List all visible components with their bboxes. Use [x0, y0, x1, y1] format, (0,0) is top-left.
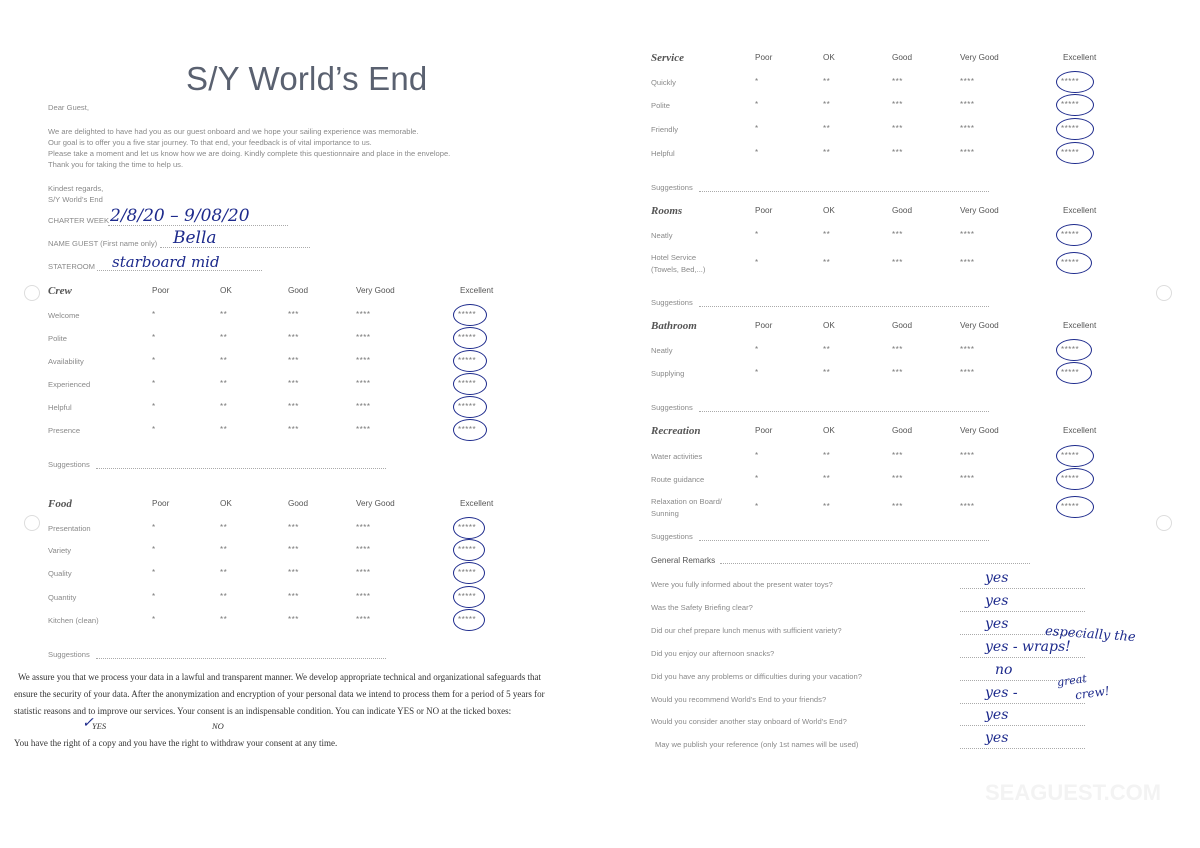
recreation-rating-poor[interactable]: *: [755, 451, 759, 460]
privacy-line-1: We assure you that we process your data in a lawful and transparent manner. We develop appropriate technical and organizational safeguards that: [18, 672, 542, 682]
recreation-rating-very-good[interactable]: ****: [960, 451, 975, 460]
bathroom-rating-very-good[interactable]: ****: [960, 368, 975, 377]
recreation-rating-ok[interactable]: **: [823, 502, 831, 511]
crew-column-good: Good: [288, 286, 309, 295]
food-selected-circle: [453, 517, 485, 539]
bathroom-column-excellent: Excellent: [1063, 321, 1097, 330]
food-suggestions-line[interactable]: [96, 658, 386, 659]
rooms-rating-poor[interactable]: *: [755, 258, 759, 267]
crew-heading: Crew: [48, 285, 72, 297]
crew-rating-excellent[interactable]: *****: [458, 425, 477, 434]
food-selected-circle: [453, 609, 485, 631]
food-item-label: Quantity: [48, 593, 77, 602]
service-rating-excellent[interactable]: *****: [1061, 148, 1080, 157]
general-remarks-heading: General Remarks: [651, 556, 716, 565]
food-rating-good[interactable]: ***: [288, 523, 299, 532]
crew-rating-ok[interactable]: **: [220, 356, 228, 365]
remark-answer-line: [960, 657, 1085, 658]
service-selected-circle: [1056, 142, 1094, 164]
food-column-poor: Poor: [152, 499, 170, 508]
crew-rating-excellent[interactable]: *****: [458, 310, 477, 319]
crew-rating-very-good[interactable]: ****: [356, 356, 371, 365]
recreation-rating-good[interactable]: ***: [892, 451, 903, 460]
recreation-rating-poor[interactable]: *: [755, 474, 759, 483]
intro-signature: S/Y World’s End: [48, 195, 103, 204]
food-rating-excellent[interactable]: *****: [458, 545, 477, 554]
rooms-selected-circle: [1056, 252, 1092, 274]
food-rating-ok[interactable]: **: [220, 545, 228, 554]
service-item-label: Quickly: [651, 78, 676, 87]
remark-question: Was the Safety Briefing clear?: [651, 603, 753, 612]
food-rating-ok[interactable]: **: [220, 592, 228, 601]
service-rating-good[interactable]: ***: [892, 77, 903, 86]
punch-hole: [24, 515, 40, 531]
food-item-label: Presentation: [48, 524, 91, 533]
food-rating-poor[interactable]: *: [152, 615, 156, 624]
rooms-column-ok: OK: [823, 206, 835, 215]
service-suggestions-line[interactable]: [699, 191, 989, 192]
crew-item-label: Presence: [48, 426, 81, 435]
recreation-rating-ok[interactable]: **: [823, 474, 831, 483]
service-selected-circle: [1056, 118, 1094, 140]
remark-answer-line: [960, 588, 1085, 589]
crew-rating-good[interactable]: ***: [288, 310, 299, 319]
food-selected-circle: [453, 539, 485, 561]
intro-paragraph-1: We are delighted to have had you as our guest onboard and we hope your sailing experience was memorable.: [48, 127, 419, 136]
crew-rating-ok[interactable]: **: [220, 402, 228, 411]
service-rating-poor[interactable]: *: [755, 100, 759, 109]
food-item-label: Quality: [48, 569, 72, 578]
privacy-line-2: ensure the security of your data. After the anonymization and encryption of your personal data we intend to process them for a period of 5 years for: [14, 689, 545, 699]
service-suggestions-label: Suggestions: [651, 183, 693, 192]
service-rating-ok[interactable]: **: [823, 124, 831, 133]
intro-closing: Kindest regards,: [48, 184, 104, 193]
recreation-rating-ok[interactable]: **: [823, 451, 831, 460]
recreation-column-good: Good: [892, 426, 913, 435]
recreation-rating-good[interactable]: ***: [892, 502, 903, 511]
crew-rating-good[interactable]: ***: [288, 425, 299, 434]
remark-answer-line: [960, 748, 1085, 749]
bathroom-rating-ok[interactable]: **: [823, 345, 831, 354]
service-selected-circle: [1056, 71, 1094, 93]
remark-answer[interactable]: yes - wraps!: [985, 639, 1071, 655]
watermark: SEAGUEST.COM: [985, 780, 1162, 805]
bathroom-column-good: Good: [892, 321, 913, 330]
crew-rating-poor[interactable]: *: [152, 425, 156, 434]
service-rating-good[interactable]: ***: [892, 148, 903, 157]
crew-rating-excellent[interactable]: *****: [458, 356, 477, 365]
food-rating-poor[interactable]: *: [152, 545, 156, 554]
privacy-line-3: statistic reasons and to improve our services. Your consent is an indispensable condition. You can indicate YES or NO at the ticked boxes:: [14, 706, 512, 716]
bathroom-rating-poor[interactable]: *: [755, 345, 759, 354]
remark-question: Were you fully informed about the present water toys?: [651, 580, 833, 589]
bathroom-item-label: Supplying: [651, 369, 685, 378]
service-rating-poor[interactable]: *: [755, 124, 759, 133]
stateroom-value[interactable]: starboard mid: [112, 253, 220, 271]
service-rating-very-good[interactable]: ****: [960, 77, 975, 86]
intro-paragraph-3: Please take a moment and let us know how we are doing. Kindly complete this questionnaire and place in the envelope.: [48, 149, 451, 158]
recreation-suggestions-line[interactable]: [699, 540, 989, 541]
crew-suggestions-line[interactable]: [96, 468, 386, 469]
food-rating-very-good[interactable]: ****: [356, 592, 371, 601]
service-rating-excellent[interactable]: *****: [1061, 100, 1080, 109]
general-remarks-line: [720, 563, 1030, 564]
food-rating-good[interactable]: ***: [288, 545, 299, 554]
recreation-column-very-good: Very Good: [960, 426, 999, 435]
guest-name-label: NAME GUEST (First name only): [48, 239, 158, 248]
food-rating-ok[interactable]: **: [220, 568, 228, 577]
crew-selected-circle: [453, 396, 487, 418]
food-suggestions-label: Suggestions: [48, 650, 90, 659]
service-column-ok: OK: [823, 53, 835, 62]
crew-rating-ok[interactable]: **: [220, 310, 228, 319]
crew-item-label: Polite: [48, 334, 67, 343]
food-rating-poor[interactable]: *: [152, 523, 156, 532]
bathroom-column-ok: OK: [823, 321, 835, 330]
service-item-label: Friendly: [651, 125, 679, 134]
crew-item-label: Welcome: [48, 311, 80, 320]
recreation-rating-very-good[interactable]: ****: [960, 474, 975, 483]
crew-item-label: Availability: [48, 357, 84, 366]
service-rating-very-good[interactable]: ****: [960, 100, 975, 109]
recreation-selected-circle: [1056, 445, 1094, 467]
crew-column-excellent: Excellent: [460, 286, 494, 295]
bathroom-rating-excellent[interactable]: *****: [1061, 368, 1080, 377]
service-rating-very-good[interactable]: ****: [960, 124, 975, 133]
service-item-label: Helpful: [651, 149, 675, 158]
crew-rating-ok[interactable]: **: [220, 333, 228, 342]
service-heading: Service: [651, 52, 684, 64]
rooms-rating-poor[interactable]: *: [755, 230, 759, 239]
rooms-item-label: Neatly: [651, 231, 673, 240]
rooms-rating-very-good[interactable]: ****: [960, 230, 975, 239]
recreation-selected-circle: [1056, 496, 1094, 518]
service-rating-excellent[interactable]: *****: [1061, 77, 1080, 86]
rooms-rating-good[interactable]: ***: [892, 258, 903, 267]
crew-selected-circle: [453, 327, 487, 349]
remark-answer[interactable]: no: [995, 662, 1013, 678]
bathroom-rating-poor[interactable]: *: [755, 368, 759, 377]
recreation-rating-excellent[interactable]: *****: [1061, 474, 1080, 483]
remark-question: Did you enjoy our afternoon snacks?: [651, 649, 775, 658]
food-selected-circle: [453, 562, 485, 584]
service-rating-good[interactable]: ***: [892, 124, 903, 133]
crew-rating-very-good[interactable]: ****: [356, 310, 371, 319]
charter-week-value[interactable]: 2/8/20 – 9/08/20: [110, 206, 250, 226]
crew-column-poor: Poor: [152, 286, 170, 295]
food-rating-very-good[interactable]: ****: [356, 523, 371, 532]
crew-rating-poor[interactable]: *: [152, 379, 156, 388]
yes-checkmark[interactable]: ✓: [82, 715, 94, 731]
crew-rating-good[interactable]: ***: [288, 379, 299, 388]
crew-rating-good[interactable]: ***: [288, 356, 299, 365]
bathroom-selected-circle: [1056, 339, 1092, 361]
crew-rating-ok[interactable]: **: [220, 379, 228, 388]
crew-selected-circle: [453, 419, 487, 441]
crew-rating-excellent[interactable]: *****: [458, 333, 477, 342]
crew-item-label: Experienced: [48, 380, 91, 389]
punch-hole: [1156, 515, 1172, 531]
food-rating-poor[interactable]: *: [152, 592, 156, 601]
recreation-column-poor: Poor: [755, 426, 773, 435]
rooms-heading: Rooms: [651, 205, 683, 217]
recreation-suggestions-label: Suggestions: [651, 532, 693, 541]
rooms-rating-ok[interactable]: **: [823, 230, 831, 239]
recreation-item-label: Relaxation on Board/ Sunning: [651, 497, 722, 518]
food-item-label: Variety: [48, 546, 72, 555]
crew-rating-poor[interactable]: *: [152, 402, 156, 411]
bathroom-selected-circle: [1056, 362, 1092, 384]
rooms-column-poor: Poor: [755, 206, 773, 215]
remark-answer[interactable]: yes: [985, 593, 1009, 609]
crew-rating-poor[interactable]: *: [152, 310, 156, 319]
crew-rating-excellent[interactable]: *****: [458, 402, 477, 411]
bathroom-rating-excellent[interactable]: *****: [1061, 345, 1080, 354]
bathroom-rating-very-good[interactable]: ****: [960, 345, 975, 354]
service-item-label: Polite: [651, 101, 670, 110]
food-selected-circle: [453, 586, 485, 608]
intro-greeting: Dear Guest,: [48, 103, 89, 112]
yes-option[interactable]: YES: [92, 721, 107, 731]
bathroom-rating-good[interactable]: ***: [892, 368, 903, 377]
crew-rating-good[interactable]: ***: [288, 402, 299, 411]
privacy-footer: You have the right of a copy and you have the right to withdraw your consent at any time.: [14, 738, 338, 748]
crew-rating-ok[interactable]: **: [220, 425, 228, 434]
remark-answer-line: [960, 611, 1085, 612]
service-column-excellent: Excellent: [1063, 53, 1097, 62]
guest-name-value[interactable]: Bella: [173, 228, 217, 248]
crew-rating-very-good[interactable]: ****: [356, 425, 371, 434]
food-column-excellent: Excellent: [460, 499, 494, 508]
recreation-rating-very-good[interactable]: ****: [960, 502, 975, 511]
rooms-column-very-good: Very Good: [960, 206, 999, 215]
food-heading: Food: [48, 498, 72, 510]
page-title: S/Y World’s End: [186, 60, 428, 97]
crew-rating-poor[interactable]: *: [152, 356, 156, 365]
note-especially: especially the: [1044, 623, 1137, 646]
remark-answer-line: [960, 703, 1085, 704]
rooms-rating-excellent[interactable]: *****: [1061, 258, 1080, 267]
food-rating-very-good[interactable]: ****: [356, 568, 371, 577]
bathroom-suggestions-line[interactable]: [699, 411, 989, 412]
service-column-poor: Poor: [755, 53, 773, 62]
service-rating-excellent[interactable]: *****: [1061, 124, 1080, 133]
intro-paragraph-4: Thank you for taking the time to help us.: [48, 160, 184, 169]
recreation-heading: Recreation: [651, 425, 701, 437]
remark-question: Would you consider another stay onboard of World’s End?: [651, 717, 847, 726]
remark-question: Did you have any problems or difficulties during your vacation?: [651, 672, 862, 681]
recreation-rating-excellent[interactable]: *****: [1061, 502, 1080, 511]
remark-question: Would you recommend World’s End to your friends?: [651, 695, 827, 704]
food-rating-excellent[interactable]: *****: [458, 615, 477, 624]
crew-suggestions-label: Suggestions: [48, 460, 90, 469]
recreation-item-label: Route guidance: [651, 475, 705, 484]
bathroom-rating-ok[interactable]: **: [823, 368, 831, 377]
charter-week-label: CHARTER WEEK: [48, 216, 110, 225]
food-rating-good[interactable]: ***: [288, 568, 299, 577]
food-rating-excellent[interactable]: *****: [458, 592, 477, 601]
service-column-good: Good: [892, 53, 913, 62]
bathroom-column-very-good: Very Good: [960, 321, 999, 330]
food-rating-very-good[interactable]: ****: [356, 615, 371, 624]
food-rating-good[interactable]: ***: [288, 592, 299, 601]
service-rating-good[interactable]: ***: [892, 100, 903, 109]
crew-rating-excellent[interactable]: *****: [458, 379, 477, 388]
food-rating-excellent[interactable]: *****: [458, 523, 477, 532]
crew-rating-very-good[interactable]: ****: [356, 379, 371, 388]
service-rating-very-good[interactable]: ****: [960, 148, 975, 157]
food-column-ok: OK: [220, 499, 232, 508]
crew-rating-very-good[interactable]: ****: [356, 333, 371, 342]
intro-paragraph-2: Our goal is to offer you a five star journey. To that end, your feedback is of vital importance to us.: [48, 138, 372, 147]
crew-selected-circle: [453, 304, 487, 326]
crew-column-ok: OK: [220, 286, 232, 295]
service-rating-ok[interactable]: **: [823, 148, 831, 157]
service-rating-poor[interactable]: *: [755, 77, 759, 86]
remark-answer[interactable]: yes: [985, 570, 1009, 586]
food-rating-very-good[interactable]: ****: [356, 545, 371, 554]
crew-rating-poor[interactable]: *: [152, 333, 156, 342]
note-crew: crew!: [1074, 683, 1111, 703]
rooms-rating-good[interactable]: ***: [892, 230, 903, 239]
remark-answer[interactable]: yes: [985, 730, 1009, 746]
remark-answer[interactable]: yes: [985, 616, 1009, 632]
note-great: great: [1056, 671, 1088, 690]
service-rating-ok[interactable]: **: [823, 100, 831, 109]
punch-hole: [24, 285, 40, 301]
bathroom-item-label: Neatly: [651, 346, 673, 355]
service-column-very-good: Very Good: [960, 53, 999, 62]
crew-rating-good[interactable]: ***: [288, 333, 299, 342]
no-option[interactable]: NO: [212, 721, 224, 731]
rooms-suggestions-label: Suggestions: [651, 298, 693, 307]
recreation-rating-excellent[interactable]: *****: [1061, 451, 1080, 460]
recreation-selected-circle: [1056, 468, 1094, 490]
rooms-suggestions-line[interactable]: [699, 306, 989, 307]
food-rating-poor[interactable]: *: [152, 568, 156, 577]
crew-column-very-good: Very Good: [356, 286, 395, 295]
punch-hole: [1156, 285, 1172, 301]
rooms-rating-ok[interactable]: **: [823, 258, 831, 267]
food-column-good: Good: [288, 499, 309, 508]
food-column-very-good: Very Good: [356, 499, 395, 508]
food-rating-ok[interactable]: **: [220, 523, 228, 532]
rooms-item-label: Hotel Service (Towels, Bed,...): [651, 253, 706, 274]
recreation-rating-good[interactable]: ***: [892, 474, 903, 483]
bathroom-rating-good[interactable]: ***: [892, 345, 903, 354]
rooms-rating-very-good[interactable]: ****: [960, 258, 975, 267]
food-item-label: Kitchen (clean): [48, 616, 99, 625]
crew-rating-very-good[interactable]: ****: [356, 402, 371, 411]
rooms-column-good: Good: [892, 206, 913, 215]
food-rating-excellent[interactable]: *****: [458, 568, 477, 577]
crew-selected-circle: [453, 373, 487, 395]
food-rating-good[interactable]: ***: [288, 615, 299, 624]
stateroom-label: STATEROOM: [48, 262, 95, 271]
crew-selected-circle: [453, 350, 487, 372]
recreation-item-label: Water activities: [651, 452, 703, 461]
service-selected-circle: [1056, 94, 1094, 116]
bathroom-suggestions-label: Suggestions: [651, 403, 693, 412]
remark-answer[interactable]: yes: [985, 707, 1009, 723]
recreation-column-excellent: Excellent: [1063, 426, 1097, 435]
remark-question: Did our chef prepare lunch menus with sufficient variety?: [651, 626, 842, 635]
rooms-selected-circle: [1056, 224, 1092, 246]
rooms-column-excellent: Excellent: [1063, 206, 1097, 215]
remark-answer[interactable]: yes -: [985, 685, 1018, 701]
crew-item-label: Helpful: [48, 403, 72, 412]
service-rating-poor[interactable]: *: [755, 148, 759, 157]
bathroom-heading: Bathroom: [651, 320, 697, 332]
remark-answer-line: [960, 725, 1085, 726]
food-rating-ok[interactable]: **: [220, 615, 228, 624]
recreation-rating-poor[interactable]: *: [755, 502, 759, 511]
rooms-rating-excellent[interactable]: *****: [1061, 230, 1080, 239]
remark-question: May we publish your reference (only 1st names will be used): [655, 740, 859, 749]
recreation-column-ok: OK: [823, 426, 835, 435]
service-rating-ok[interactable]: **: [823, 77, 831, 86]
bathroom-column-poor: Poor: [755, 321, 773, 330]
